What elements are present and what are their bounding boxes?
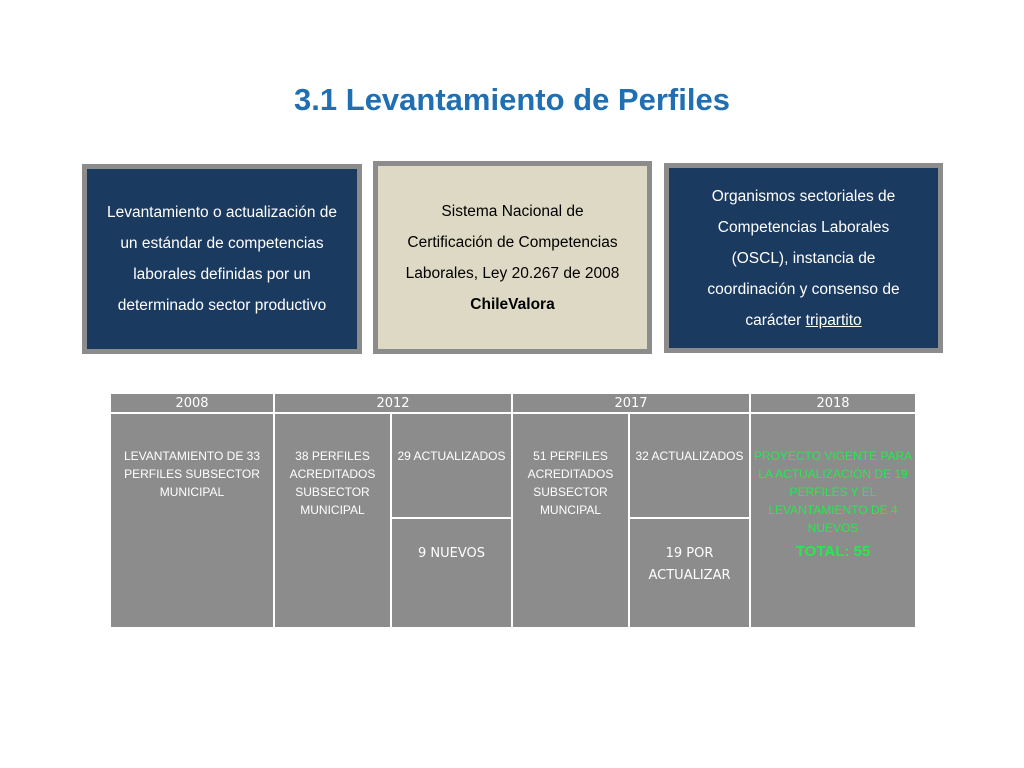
- cell-2012-actualizados: 29 ACTUALIZADOS: [391, 413, 512, 518]
- timeline-row-upper: [110, 413, 916, 518]
- box-oscl-line: (OSCL), instancia de: [731, 249, 876, 267]
- box-oscl-line: Organismos sectoriales de: [711, 187, 896, 205]
- total-label: TOTAL: 55: [795, 543, 871, 560]
- box-sistema-nacional-line: Sistema Nacional de: [441, 202, 584, 220]
- box-levantamiento-line: un estándar de competencias: [120, 235, 324, 252]
- box-oscl-last-line: [745, 305, 861, 336]
- cell-2008-levantamiento: LEVANTAMIENTO DE 33 PERFILES SUBSECTOR MUNICIPAL: [110, 413, 274, 628]
- year-2012-header: 2012: [274, 393, 512, 413]
- box-levantamiento-line: determinado sector productivo: [117, 297, 327, 314]
- year-2017-header: 2017: [512, 393, 750, 413]
- tripartito-text: tripartito: [805, 311, 862, 329]
- slide-title: 3.1 Levantamiento de Perfiles: [294, 82, 730, 117]
- cell-2018-proyecto: [750, 413, 916, 628]
- box-sistema-nacional: [373, 161, 652, 354]
- box-oscl-line: coordinación y consenso de: [707, 280, 900, 298]
- cell-2012-acreditados: 38 PERFILES ACREDITADOS SUBSECTOR MUNICIPAL: [274, 413, 391, 628]
- year-2008-header: 2008: [110, 393, 274, 413]
- box-levantamiento: [82, 164, 362, 354]
- cell-2017-acreditados: 51 PERFILES ACREDITADOS SUBSECTOR MUNCIPAL: [512, 413, 629, 628]
- box-sistema-nacional-line: Certificación de Competencias: [407, 233, 618, 251]
- box-sistema-nacional-line: Laborales, Ley 20.267 de 2008: [405, 264, 620, 282]
- timeline-table: [109, 392, 917, 629]
- box-levantamiento-line: Levantamiento o actualización de: [106, 204, 338, 221]
- box-oscl-last-prefix: carácter: [745, 311, 806, 329]
- box-oscl: [664, 163, 943, 353]
- cell-2017-por-actualizar: 19 POR ACTUALIZAR: [629, 518, 750, 628]
- chilevalora-label: ChileValora: [470, 295, 555, 313]
- box-oscl-line: Competencias Laborales: [717, 218, 890, 236]
- year-2018-header: 2018: [750, 393, 916, 413]
- cell-2017-actualizados: 32 ACTUALIZADOS: [629, 413, 750, 518]
- timeline-header-row: [110, 393, 916, 413]
- box-levantamiento-line: laborales definidas por un: [133, 266, 311, 283]
- proyecto-vigente-text: PROYECTO VIGENTE PARA LA ACTUALIZACIÓN DE 19 PERFILES Y EL LEVANTAMIENTO DE 4 NUEVOS: [753, 449, 913, 535]
- cell-2012-nuevos: 9 NUEVOS: [391, 518, 512, 628]
